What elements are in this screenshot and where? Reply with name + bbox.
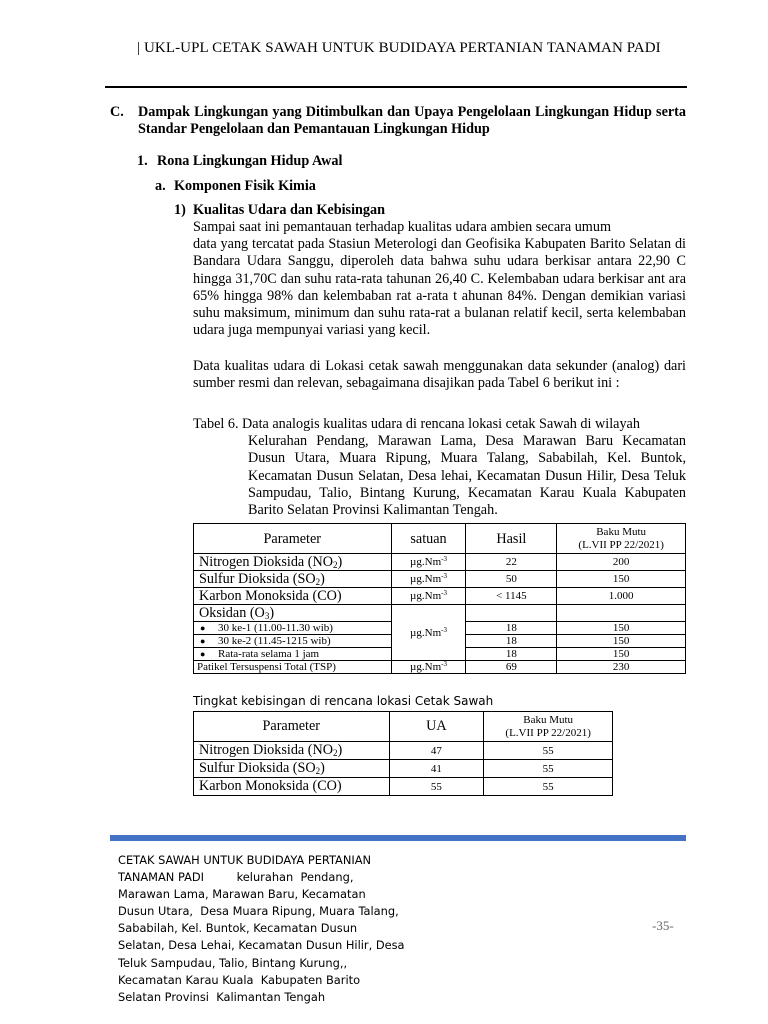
- row-param-bullet: [194, 635, 392, 648]
- footer-accent-bar: [110, 835, 686, 841]
- row-baku: 1.000: [557, 588, 686, 605]
- row-ua: 47: [389, 742, 484, 760]
- heading-1-text: Rona Lingkungan Hidup Awal: [157, 153, 343, 169]
- footer-project-info: [118, 852, 418, 1006]
- row-unit: [391, 554, 466, 571]
- row-hasil: 69: [466, 661, 557, 674]
- row-hasil: [466, 605, 557, 622]
- row-baku: 200: [557, 554, 686, 571]
- footer-line: Kecamatan Karau Kuala Kabupaten Barito: [118, 972, 361, 987]
- row-param-bullet: [194, 622, 392, 635]
- footer-line: Selatan, Desa Lehai, Kecamatan Dusun Hilir, Desa: [118, 938, 405, 953]
- paragraph-air-quality: [193, 219, 686, 339]
- param-text: Nitrogen Dioksida (NO: [199, 554, 333, 570]
- bullet-label: 30 ke-2 (11.45-1215 wib): [218, 635, 331, 647]
- row-hasil: 50: [466, 571, 557, 588]
- table-row: [194, 778, 613, 796]
- footer-line: TANAMAN PADI kelurahan Pendang,: [118, 870, 354, 885]
- heading-komponen-fisik: [155, 178, 316, 195]
- row-param: [194, 760, 390, 778]
- heading-rona-lingkungan: [137, 153, 342, 170]
- row-baku: [557, 605, 686, 622]
- row-baku: 55: [484, 778, 613, 796]
- air-quality-table: [193, 523, 686, 674]
- unit-text: µg.Nm: [410, 573, 442, 585]
- param-subscript: 2: [315, 577, 321, 587]
- param-close: ): [337, 742, 343, 758]
- header-divider: [105, 86, 687, 88]
- param-text: Oksidan (O: [199, 605, 265, 621]
- heading-a-number: a.: [155, 178, 166, 194]
- unit-text: µg.Nm: [410, 626, 442, 639]
- row-hasil: < 1145: [466, 588, 557, 605]
- oksidan-unit: [391, 605, 466, 661]
- table-header-row: [194, 524, 686, 554]
- row-param: [194, 742, 390, 760]
- table-row: [194, 742, 613, 760]
- param-text: Sulfur Dioksida (SO: [199, 760, 316, 776]
- table-row: [194, 588, 686, 605]
- page-header-title: | UKL-UPL CETAK SAWAH UNTUK BUDIDAYA PERTANIAN TANAMAN PADI: [137, 40, 661, 56]
- row-baku: 150: [557, 635, 686, 648]
- table-header-row: [194, 712, 613, 742]
- param-subscript: 3: [264, 611, 270, 621]
- row-baku: 55: [484, 742, 613, 760]
- row-param: [194, 605, 392, 622]
- unit-text: µg.Nm: [410, 590, 442, 602]
- unit-text: µg.Nm: [410, 556, 442, 568]
- row-unit: [391, 588, 466, 605]
- param-close: ): [337, 554, 343, 570]
- param-close: ): [320, 571, 325, 587]
- row-unit: [391, 661, 466, 674]
- param-subscript: 2: [332, 748, 338, 758]
- row-param: [194, 588, 392, 605]
- noise-table-caption: Tingkat kebisingan di rencana lokasi Cetak Sawah: [193, 694, 494, 708]
- header-ua: UA: [389, 712, 484, 742]
- unit-superscript: -3: [441, 625, 447, 634]
- footer-line: Teluk Sampudau, Talio, Bintang Kurung,,: [118, 955, 348, 970]
- row-hasil: 18: [466, 622, 557, 635]
- section-c-heading: [110, 104, 686, 138]
- row-baku: 150: [557, 571, 686, 588]
- param-text: Karbon Monoksida (CO): [199, 778, 342, 794]
- table-row-oksidan: [194, 605, 686, 622]
- table-row: [194, 571, 686, 588]
- row-baku: 150: [557, 648, 686, 661]
- row-param: [194, 778, 390, 796]
- paragraph-data-source: Data kualitas udara di Lokasi cetak sawah menggunakan data sekunder (analog) dari sumber resmi dan relevan, sebagaimana disajikan pada Tabel 6 berikut ini :: [193, 358, 686, 392]
- header-satuan: satuan: [391, 524, 466, 554]
- row-ua: 55: [389, 778, 484, 796]
- noise-table: [193, 711, 613, 796]
- header-baku-mutu: [557, 524, 686, 554]
- row-baku: 230: [557, 661, 686, 674]
- table-row: [194, 760, 613, 778]
- table-6-caption: [193, 416, 686, 519]
- heading-kualitas-udara: [174, 202, 385, 219]
- footer-line: Marawan Lama, Marawan Baru, Kecamatan: [118, 887, 366, 902]
- row-hasil: 18: [466, 635, 557, 648]
- bullet-icon: ●: [200, 649, 206, 659]
- table-row: [194, 661, 686, 674]
- table-row: [194, 554, 686, 571]
- row-unit: [391, 571, 466, 588]
- unit-superscript: -3: [441, 589, 447, 597]
- table-6-caption-lead: Tabel 6. Data analogis kualitas udara di rencana lokasi cetak Sawah di wilayah: [193, 416, 640, 432]
- footer-line: Selatan Provinsi Kalimantan Tengah: [118, 989, 326, 1004]
- footer-line: CETAK SAWAH UNTUK BUDIDAYA PERTANIAN: [118, 853, 372, 867]
- heading-1b-text: Kualitas Udara dan Kebisingan: [193, 202, 385, 218]
- section-c-letter: C.: [110, 104, 124, 120]
- heading-1b-number: 1): [174, 202, 186, 218]
- row-param-tsp: Patikel Tersuspensi Total (TSP): [194, 661, 392, 674]
- unit-text: µg.Nm: [410, 661, 442, 673]
- header-hasil: Hasil: [466, 524, 557, 554]
- param-close: ): [320, 760, 325, 776]
- param-text: Karbon Monoksida (CO): [199, 588, 342, 604]
- row-ua: 41: [389, 760, 484, 778]
- paragraph-1-first-line: Sampai saat ini pemantauan terhadap kualitas udara ambien secara umum: [193, 219, 611, 235]
- table-6-caption-rest: Kelurahan Pendang, Marawan Lama, Desa Marawan Baru Kecamatan Dusun Utara, Muara Ripung, Muara Talang, Sababilah, Kel. Buntok, Kecamatan Dusun Selatan, Desa lehai, Kecamatan Dusun Hilir, Desa Teluk Sampudau, Talio, Bintang Kurung, Kecamatan Karau Kuala Kabupaten Barito Selatan Provinsi Kalimantan Tengah.: [248, 433, 686, 519]
- param-text: Sulfur Dioksida (SO: [199, 571, 316, 587]
- header-parameter: Parameter: [194, 712, 390, 742]
- bullet-icon: ●: [200, 623, 206, 633]
- paragraph-1-body: data yang tercatat pada Stasiun Meterologi dan Geofisika Kabupaten Barito Selatan di Bandara Udara Sanggu, diperoleh data bahwa suhu udara berkisar antara 22,90 C hingga 31,70C dan suhu rata-rata tahunan 26,40 C. Kelembaban udara berkisar ant ara 65% hingga 98% dan kelembaban rat a-rata t ahunan 84%. Dengan demikian variasi suhu maksimum, minimum dan suhu rata-rat a bulanan relatif kecil, serta kelembaban udara juga mempunyai variasi yang kecil.: [193, 236, 686, 339]
- row-baku: 150: [557, 622, 686, 635]
- footer-line: Sababilah, Kel. Buntok, Kecamatan Dusun: [118, 921, 358, 936]
- row-baku: 55: [484, 760, 613, 778]
- param-text: Nitrogen Dioksida (NO: [199, 742, 333, 758]
- header-baku-line2: (L.VII PP 22/2021): [578, 538, 664, 551]
- page-number: -35-: [652, 918, 674, 933]
- header-baku-mutu: [484, 712, 613, 742]
- header-baku-line2: (L.VII PP 22/2021): [505, 726, 591, 739]
- unit-superscript: -3: [441, 572, 447, 580]
- section-c-title: Dampak Lingkungan yang Ditimbulkan dan Upaya Pengelolaan Lingkungan Hidup serta Standar Pengelolaan dan Pemantauan Lingkungan Hidup: [138, 104, 686, 137]
- header-parameter: Parameter: [194, 524, 392, 554]
- param-close: ): [269, 605, 275, 621]
- unit-superscript: -3: [441, 555, 447, 563]
- footer-line: Dusun Utara, Desa Muara Ripung, Muara Talang,: [118, 904, 399, 919]
- heading-a-text: Komponen Fisik Kimia: [174, 178, 316, 194]
- row-hasil: 22: [466, 554, 557, 571]
- unit-superscript: -3: [441, 660, 447, 668]
- param-subscript: 2: [315, 766, 321, 776]
- bullet-label: Rata-rata selama 1 jam: [218, 648, 320, 660]
- header-baku-line1: Baku Mutu: [523, 713, 574, 726]
- heading-1-number: 1.: [137, 153, 148, 169]
- param-subscript: 2: [332, 560, 338, 570]
- row-param-bullet: [194, 648, 392, 661]
- bullet-label: 30 ke-1 (11.00-11.30 wib): [218, 622, 333, 634]
- header-baku-line1: Baku Mutu: [596, 525, 647, 538]
- row-hasil: 18: [466, 648, 557, 661]
- bullet-icon: ●: [200, 636, 206, 646]
- row-param: [194, 571, 392, 588]
- row-param: [194, 554, 392, 571]
